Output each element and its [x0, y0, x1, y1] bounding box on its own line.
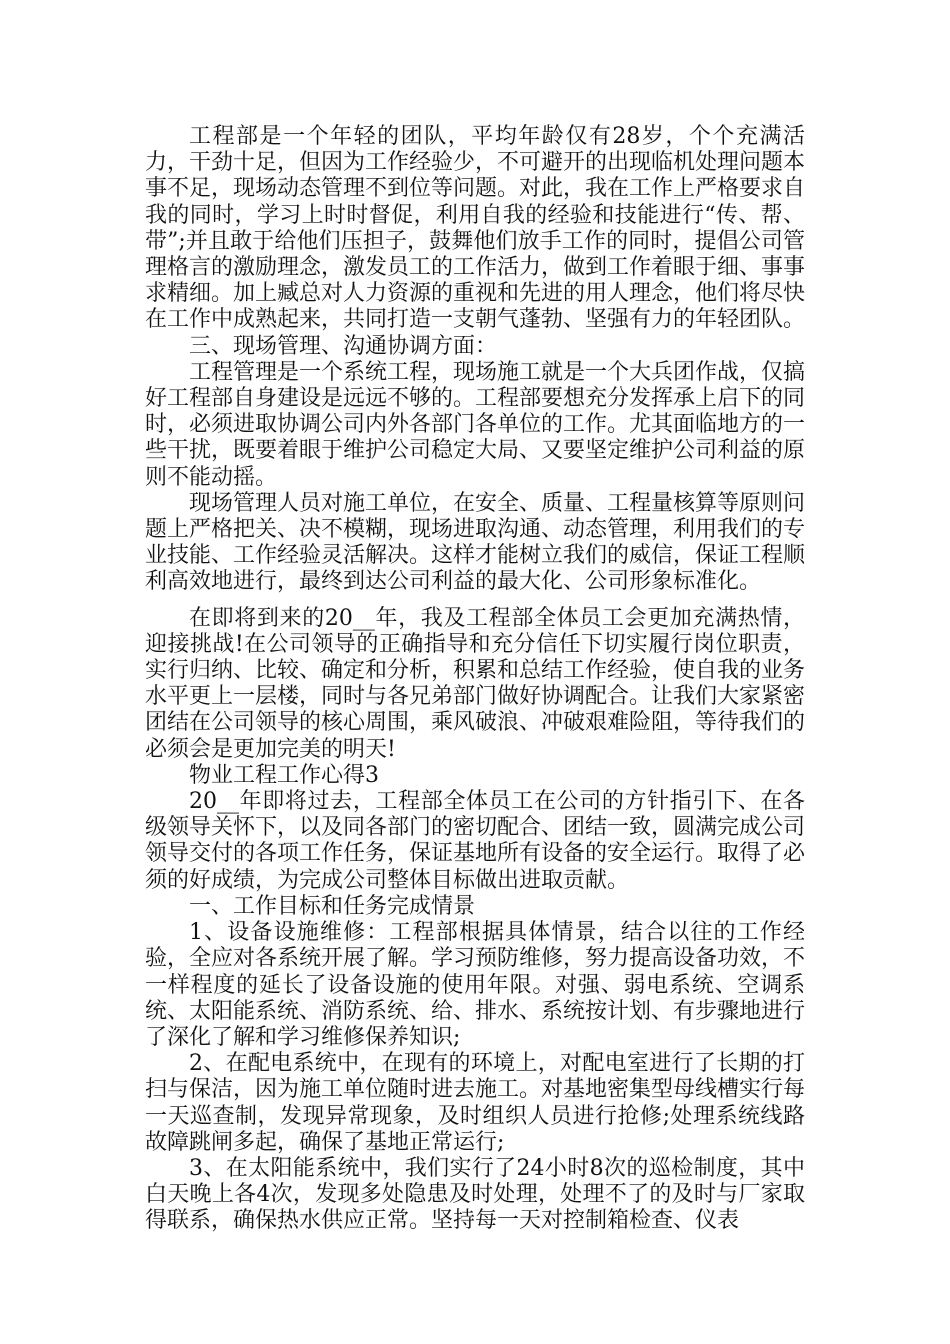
- paragraph-maintenance: 1、设备设施维修：工程部根据具体情景，结合以往的工作经验，全应对各系统开展了解。学习预防维修，努力提高设备功效，不一样程度的延长了设备设施的使用年限。对强、弱电系统、空调系统、太阳能系统、消防系统、给、排水、系统按计划、有步骤地进行了深化了解和学习维修保养知识;: [145, 920, 806, 1050]
- section-heading-site-management: 三、现场管理、沟通协调方面：: [189, 333, 498, 359]
- section-heading-goals: 一、工作目标和任务完成情景: [189, 893, 476, 919]
- document-page: [145, 124, 805, 1235]
- paragraph-team: 工程部是一个年轻的团队，平均年龄仅有28岁，个个充满活力，干劲十足，但因为工作经验少，不可避开的出现临机处理问题本事不足，现场动态管理不到位等问题。对此，我在工作上严格要求自我的同时，学习上时时督促，利用自我的经验和技能进行“传、帮、带”;并且敢于给他们压担子，鼓舞他们放手工作的同时，提倡公司管理格言的激励理念，激发员工的工作活力，做到工作着眼于细、事事求精细。加上臧总对人力资源的重视和先进的用人理念，他们将尽快在工作中成熟起来，共同打造一支朝气蓬勃、坚强有力的年轻团队。: [145, 124, 806, 333]
- paragraph-system-engineering: 工程管理是一个系统工程，现场施工就是一个大兵团作战，仅搞好工程部自身建设是远远不够的。工程部要想充分发挥承上启下的同时，必须进取协调公司内外各部门各单位的工作。尤其面临地方的一些干扰，既要着眼于维护公司稳定大局、又要坚定维护公司利益的原则不能动摇。: [145, 359, 806, 490]
- paragraph-year-summary: 20__年即将过去，工程部全体员工在公司的方针指引下、在各级领导关怀下，以及同各部门的密切配合、团结一致，圆满完成公司领导交付的各项工作任务，保证基地所有设备的安全运行。取得了必须的好成绩，为完成公司整体目标做出进取贡献。: [145, 789, 806, 893]
- article-title: 物业工程工作心得3: [189, 762, 379, 788]
- paragraph-coming-year: 在即将到来的20__年，我及工程部全体员工会更加充满热情，迎接挑战!在公司领导的正确指导和充分信任下切实履行岗位职责，实行归纳、比较、确定和分析，积累和总结工作经验，使自我的业务水平更上一层楼，同时与各兄弟部门做好协调配合。让我们大家紧密团结在公司领导的核心周围，乘风破浪、冲破艰难险阻，等待我们的必须会是更加完美的明天!: [145, 605, 806, 762]
- paragraph-solar-system: 3、在太阳能系统中，我们实行了24小时8次的巡检制度，其中白天晚上各4次，发现多处隐患及时处理，处理不了的及时与厂家取得联系，确保热水供应正常。坚持每一天对控制箱检查、仪表: [145, 1155, 805, 1234]
- paragraph-site-staff: 现场管理人员对施工单位，在安全、质量、工程量核算等原则问题上严格把关、决不模糊，现场进取沟通、动态管理，利用我们的专业技能、工作经验灵活解决。这样才能树立我们的威信，保证工程顺利高效地进行，最终到达公司利益的最大化、公司形象标准化。: [145, 490, 806, 595]
- paragraph-power-distribution: 2、在配电系统中，在现有的环境上，对配电室进行了长期的打扫与保洁，因为施工单位随时进去施工。对基地密集型母线槽实行每一天巡查制，发现异常现象，及时组织人员进行抢修;处理系统线路故障跳闸多起，确保了基地正常运行;: [145, 1051, 806, 1155]
- paragraph-gap: [145, 596, 805, 606]
